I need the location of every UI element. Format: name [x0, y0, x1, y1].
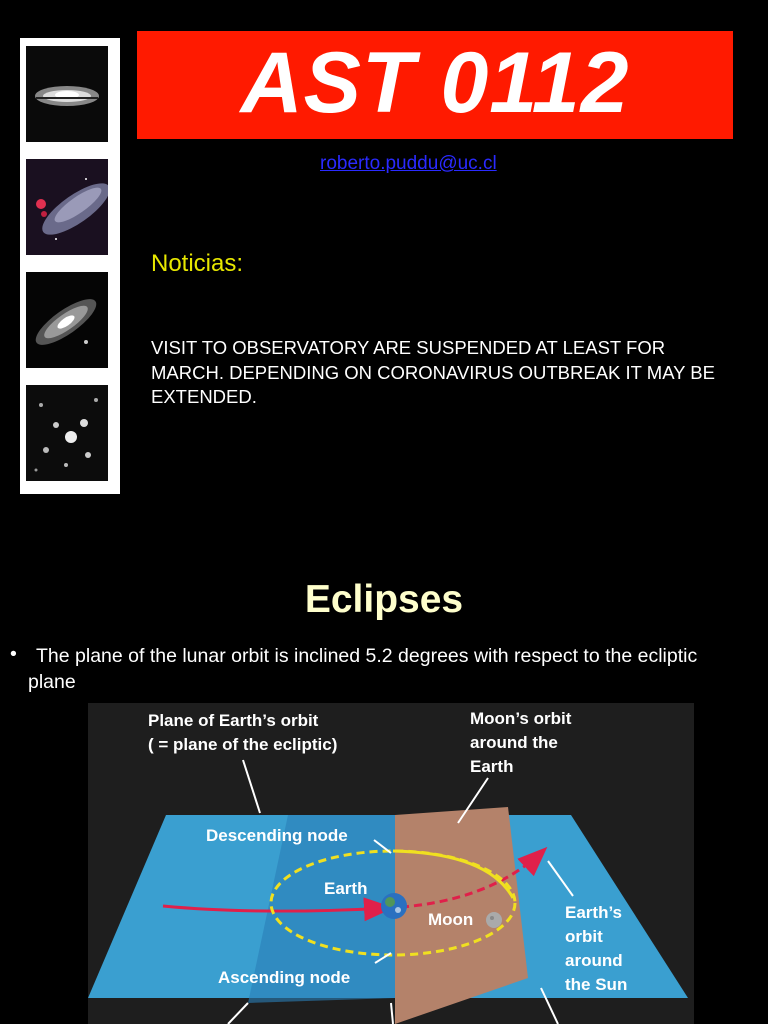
- nebula-icon: [26, 159, 108, 255]
- sidebar-image-strip: [20, 38, 120, 494]
- title-banner: [137, 31, 733, 139]
- label-plane-line2: ( = plane of the ecliptic): [148, 735, 338, 754]
- label-moon: Moon: [428, 910, 474, 929]
- label-moon-orbit-line2: around the: [470, 733, 558, 752]
- news-body: VISIT TO OBSERVATORY ARE SUSPENDED AT LEAST FOR MARCH. DEPENDING ON CORONAVIRUS OUTBREAK IT MAY BE EXTENDED.: [151, 337, 715, 407]
- lunar-orbit-diagram: [88, 703, 694, 1024]
- galaxy-cluster-icon: [26, 385, 108, 481]
- label-plane-line1: Plane of Earth’s orbit: [148, 711, 319, 730]
- email-link[interactable]: roberto.puddu@uc.cl: [320, 153, 497, 174]
- label-earth-orbit-line3: around: [565, 951, 623, 970]
- moon-globe: [486, 912, 502, 928]
- label-ascending-node: Ascending node: [218, 968, 351, 987]
- sombrero-galaxy-icon: [26, 46, 108, 142]
- label-earth: Earth: [324, 879, 368, 898]
- label-earth-orbit-line1: Earth’s: [565, 903, 623, 922]
- label-earth-orbit-line4: the Sun: [565, 975, 628, 994]
- section-title: Eclipses: [304, 578, 464, 621]
- label-descending-node: Descending node: [206, 826, 348, 845]
- bullet-marker: •: [10, 643, 17, 665]
- label-moon-orbit-line1: Moon’s orbit: [470, 709, 572, 728]
- bullet-text: The plane of the lunar orbit is inclined 5.2 degrees with respect to the ecliptic plane: [28, 645, 698, 693]
- label-moon-orbit-line3: Earth: [470, 757, 514, 776]
- earth-globe: [381, 893, 407, 919]
- spiral-galaxy-icon: [26, 272, 108, 368]
- label-earth-orbit-line2: orbit: [565, 927, 603, 946]
- news-label: Noticias:: [151, 250, 244, 277]
- course-title: AST 0112: [240, 35, 630, 131]
